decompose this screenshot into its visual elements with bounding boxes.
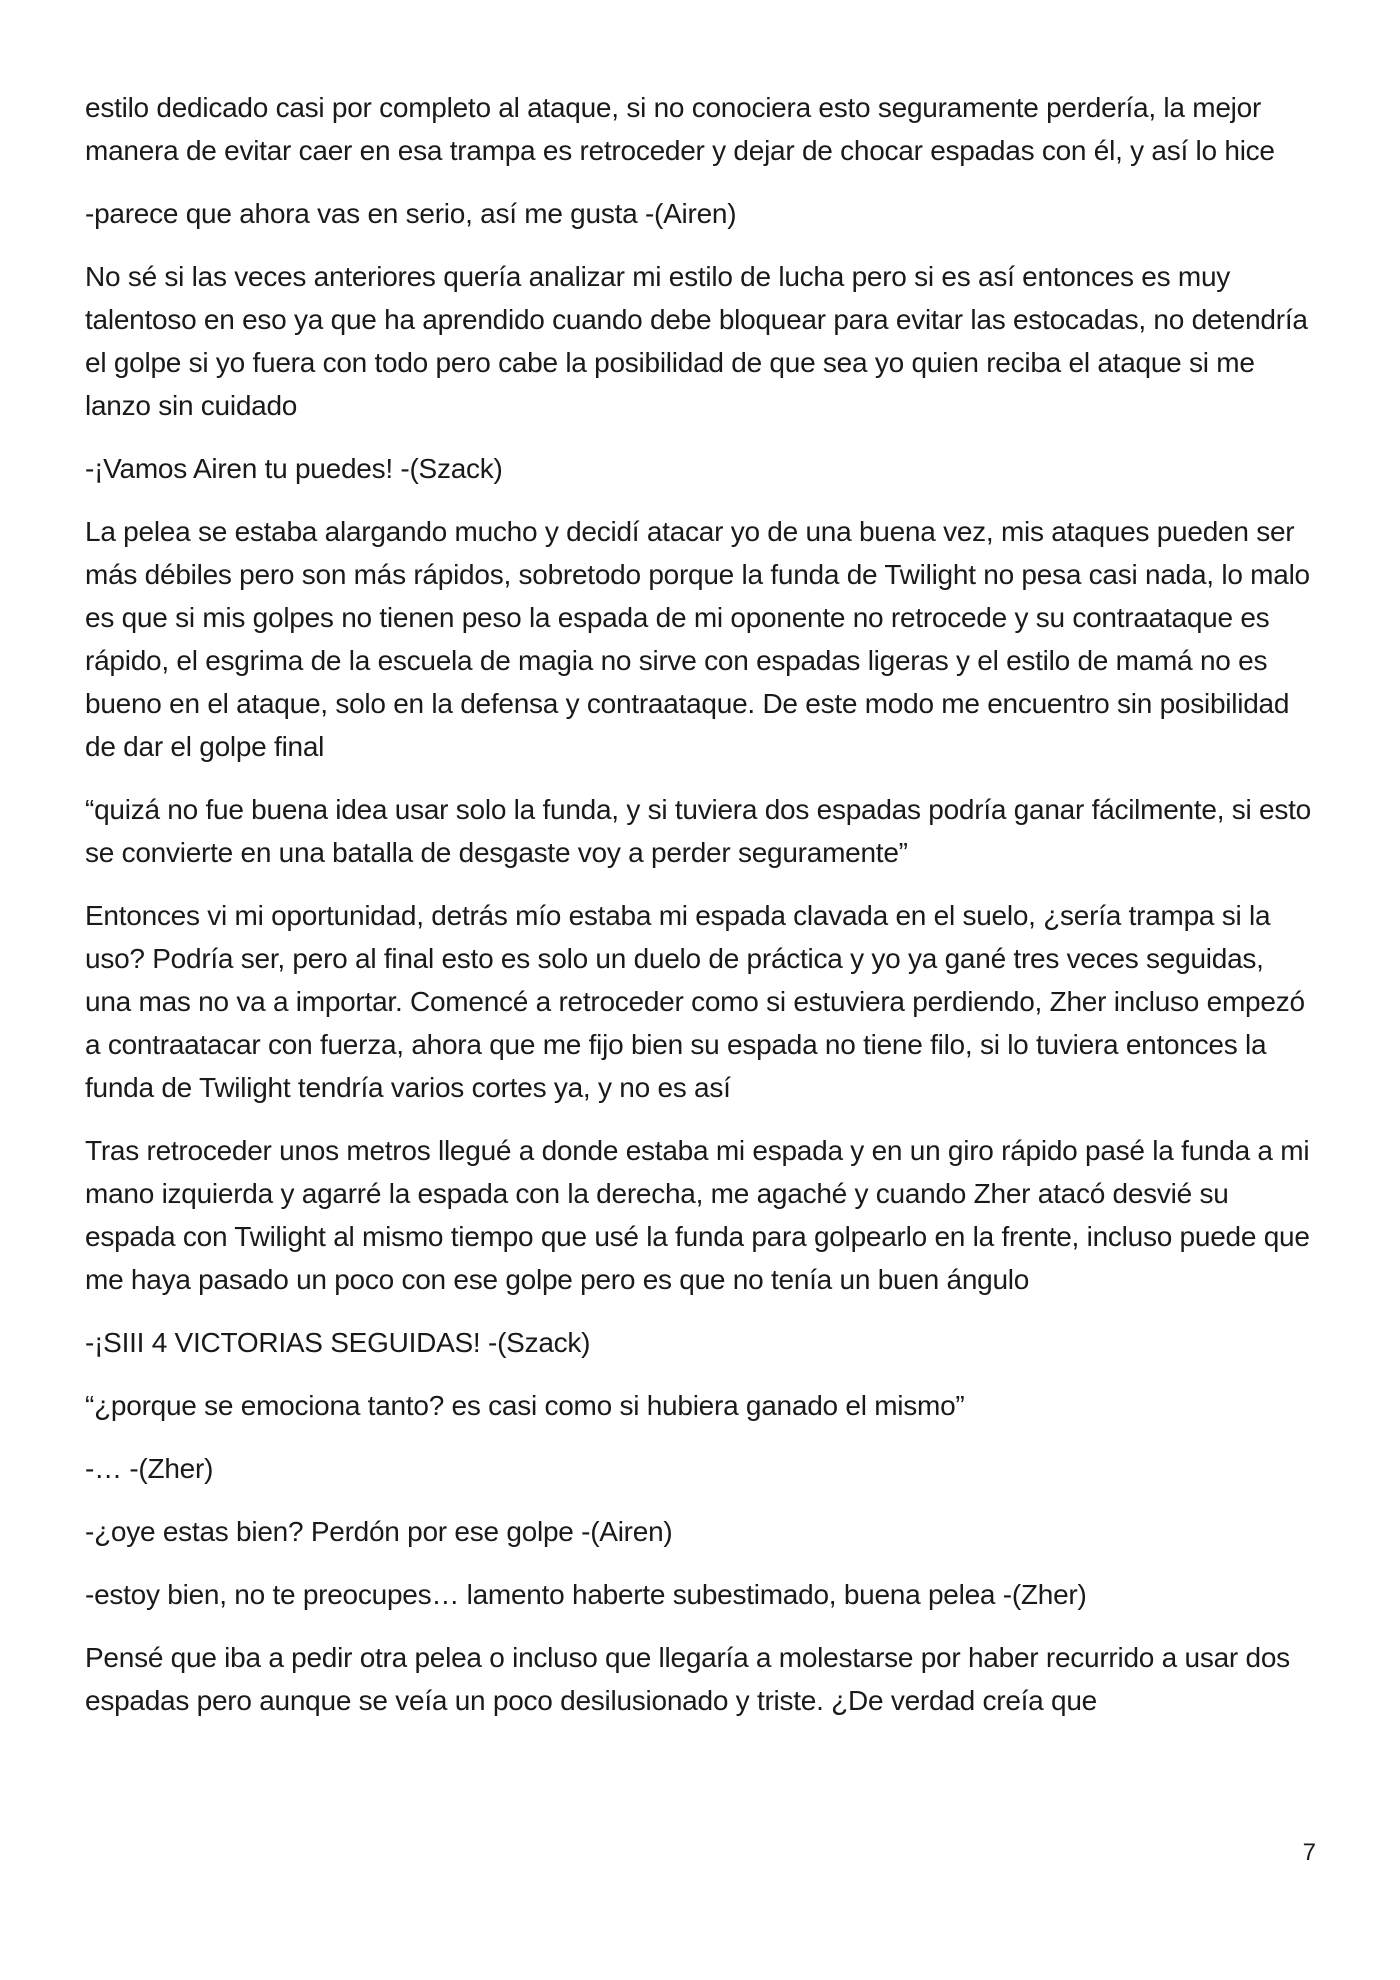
page-body xyxy=(85,86,1317,1886)
page-number: 7 xyxy=(1302,1839,1316,1866)
paragraph: La pelea se estaba alargando mucho y decidí atacar yo de una buena vez, mis ataques pueden ser más débiles pero son más rápidos, sobretodo porque la funda de Twilight no pesa casi nada, lo malo es que si mis golpes no tienen peso la espada de mi oponente no retrocede y su contraataque es rápido, el esgrima de la escuela de magia no sirve con espadas ligeras y el estilo de mamá no es bueno en el ataque, solo en la defensa y contraataque. De este modo me encuentro sin posibilidad de dar el golpe final xyxy=(85,516,1310,762)
paragraph: Entonces vi mi oportunidad, detrás mío estaba mi espada clavada en el suelo, ¿sería trampa si la uso? Podría ser, pero al final esto es solo un duelo de práctica y yo ya gané tres veces seguidas, una mas no va a importar. Comencé a retroceder como si estuviera perdiendo, Zher incluso empezó a contraatacar con fuerza, ahora que me fijo bien su espada no tiene filo, si lo tuviera entonces la funda de Twilight tendría varios cortes ya, y no es así xyxy=(85,900,1305,1103)
thought-line: “¿porque se emociona tanto? es casi como si hubiera ganado el mismo” xyxy=(85,1390,965,1421)
dialogue-line: -¡Vamos Airen tu puedes! -(Szack) xyxy=(85,453,503,484)
thought-line: “quizá no fue buena idea usar solo la funda, y si tuviera dos espadas podría ganar fácilmente, si esto se convierte en una batalla de desgaste voy a perder seguramente” xyxy=(85,794,1311,868)
dialogue-line: -¿oye estas bien? Perdón por ese golpe -(Airen) xyxy=(85,1516,673,1547)
dialogue-line: -… -(Zher) xyxy=(85,1453,214,1484)
paragraph: Pensé que iba a pedir otra pelea o incluso que llegaría a molestarse por haber recurrido a usar dos espadas pero aunque se veía un poco desilusionado y triste. ¿De verdad creía que xyxy=(85,1642,1290,1716)
paragraph: estilo dedicado casi por completo al ataque, si no conociera esto seguramente perdería, la mejor manera de evitar caer en esa trampa es retroceder y dejar de chocar espadas con él, y así lo hice xyxy=(85,92,1275,166)
dialogue-line: -parece que ahora vas en serio, así me gusta -(Airen) xyxy=(85,198,737,229)
dialogue-line: -¡SIII 4 VICTORIAS SEGUIDAS! -(Szack) xyxy=(85,1327,591,1358)
paragraph: No sé si las veces anteriores quería analizar mi estilo de lucha pero si es así entonces es muy talentoso en eso ya que ha aprendido cuando debe bloquear para evitar las estocadas, no detendría el golpe si yo fuera con todo pero cabe la posibilidad de que sea yo quien reciba el ataque si me lanzo sin cuidado xyxy=(85,261,1308,421)
paragraph: Tras retroceder unos metros llegué a donde estaba mi espada y en un giro rápido pasé la funda a mi mano izquierda y agarré la espada con la derecha, me agaché y cuando Zher atacó desvié su espada con Twilight al mismo tiempo que usé la funda para golpearlo en la frente, incluso puede que me haya pasado un poco con ese golpe pero es que no tenía un buen ángulo xyxy=(85,1135,1310,1295)
dialogue-line: -estoy bien, no te preocupes… lamento haberte subestimado, buena pelea -(Zher) xyxy=(85,1579,1087,1610)
